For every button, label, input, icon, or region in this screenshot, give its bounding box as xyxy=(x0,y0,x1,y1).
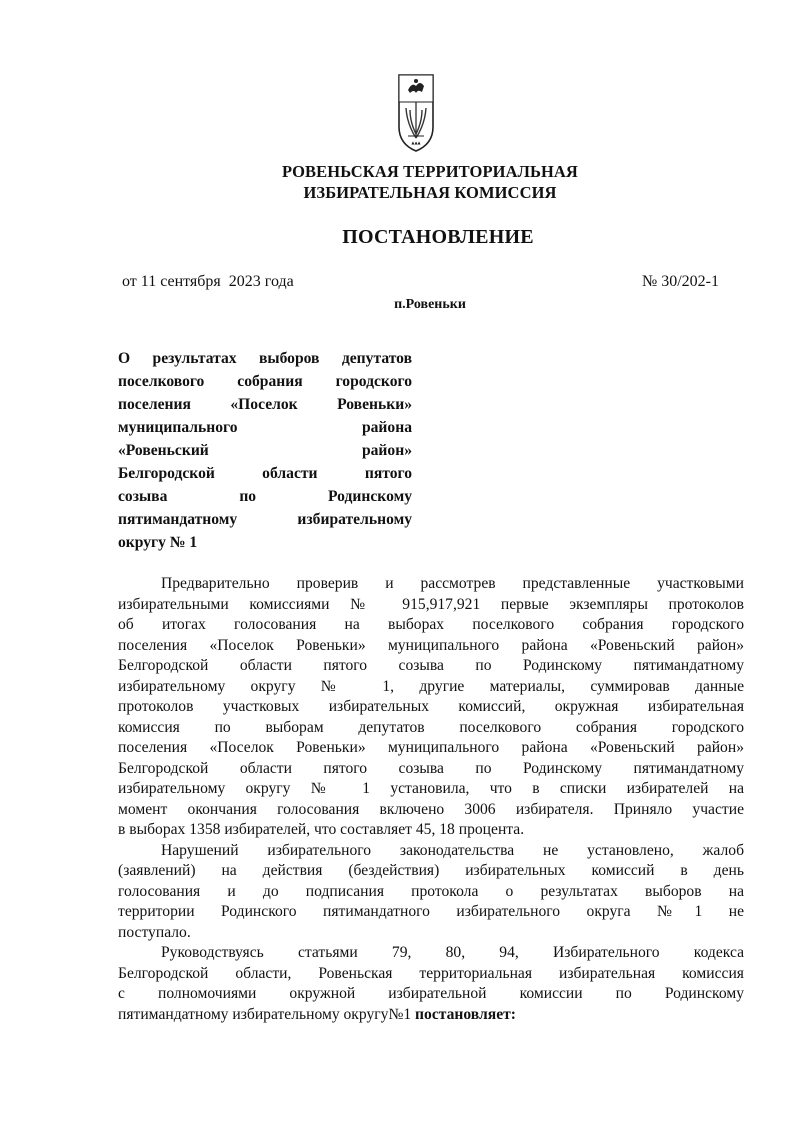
body-line: Нарушений избирательного законодательства не установлено, жалоб xyxy=(161,841,744,859)
subject-line: Белгородской области пятого xyxy=(118,465,412,482)
document-place: п.Ровеньки xyxy=(394,297,466,312)
organization-title-line-2: ИЗБИРАТЕЛЬНАЯ КОМИССИЯ xyxy=(303,183,557,202)
document-date: от 11 сентября 2023 года xyxy=(122,273,294,290)
subject-line: поселкового собрания городского xyxy=(118,373,412,390)
document-subject xyxy=(118,347,412,554)
body-line: избирательному округу № 1 установила, что в списки избирателей на xyxy=(118,780,744,797)
subject-line: пятимандатному избирательному xyxy=(118,511,412,528)
subject-line: созыва по Родинскому xyxy=(118,488,412,505)
body-line: (заявлений) на действия (бездействия) избирательных комиссий в день xyxy=(118,862,744,879)
body-line: об итогах голосования на выборах поселкового собрания городского xyxy=(118,616,744,633)
organization-title-line-1: РОВЕНЬСКАЯ ТЕРРИТОРИАЛЬНАЯ xyxy=(282,162,578,181)
decree-word: постановляет: xyxy=(415,1005,516,1023)
body-line: Предварительно проверив и рассмотрев представленные участковыми xyxy=(161,575,744,592)
document-number: № 30/202-1 xyxy=(641,273,719,290)
body-line: в выборах 1358 избирателей, что составляет 45, 18 процента. xyxy=(118,821,525,838)
body-line: комиссия по выборам депутатов поселкового собрания городского xyxy=(118,718,744,736)
subject-line: округу № 1 xyxy=(118,534,198,551)
document-type-title: ПОСТАНОВЛЕНИЕ xyxy=(342,226,534,248)
body-line: с полномочиями окружной избирательной комиссии по Родинскому xyxy=(118,985,744,1002)
body-line: Белгородской области пятого созыва по Родинскому пятимандатному xyxy=(118,759,744,777)
document-body xyxy=(118,574,744,1025)
subject-line: О результатах выборов депутатов xyxy=(118,350,412,367)
body-line: голосования и до подписания протокола о результатах выборов на xyxy=(118,882,744,900)
body-line: поселения «Поселок Ровеньки» муниципального района «Ровеньский район» xyxy=(118,739,744,756)
subject-line: поселения «Поселок Ровеньки» xyxy=(118,396,412,413)
body-line: момент окончания голосования включено 3006 избирателя. Приняло участие xyxy=(118,800,744,818)
body-line: протоколов участковых избирательных комиссий, окружная избирательная xyxy=(118,698,744,715)
body-line-text: пятимандатному избирательному округу№1 xyxy=(118,1005,416,1023)
body-line: территории Родинского пятимандатного избирательного округа №1 не xyxy=(118,903,744,920)
svg-text:▲▲▲: ▲▲▲ xyxy=(411,140,421,145)
coat-of-arms-icon xyxy=(396,72,436,154)
body-final-line xyxy=(118,1005,744,1026)
body-line: поступало. xyxy=(118,923,191,941)
subject-line: муниципального района xyxy=(118,419,412,436)
body-line: избирательному округу № 1, другие материалы, суммировав данные xyxy=(118,677,744,695)
body-line: Руководствуясь статьями 79, 80, 94, Избирательного кодекса xyxy=(161,944,744,961)
subject-line: «Ровеньский район» xyxy=(118,442,412,459)
body-line: поселения «Поселок Ровеньки» муниципального района «Ровеньский район» xyxy=(118,636,744,654)
body-line: Белгородской области пятого созыва по Родинскому пятимандатному xyxy=(118,657,744,674)
body-line: избирательными комиссиями № 915,917,921 первые экземпляры протоколов xyxy=(118,595,744,613)
body-line: Белгородской области, Ровеньская территориальная избирательная комиссия xyxy=(118,964,744,982)
